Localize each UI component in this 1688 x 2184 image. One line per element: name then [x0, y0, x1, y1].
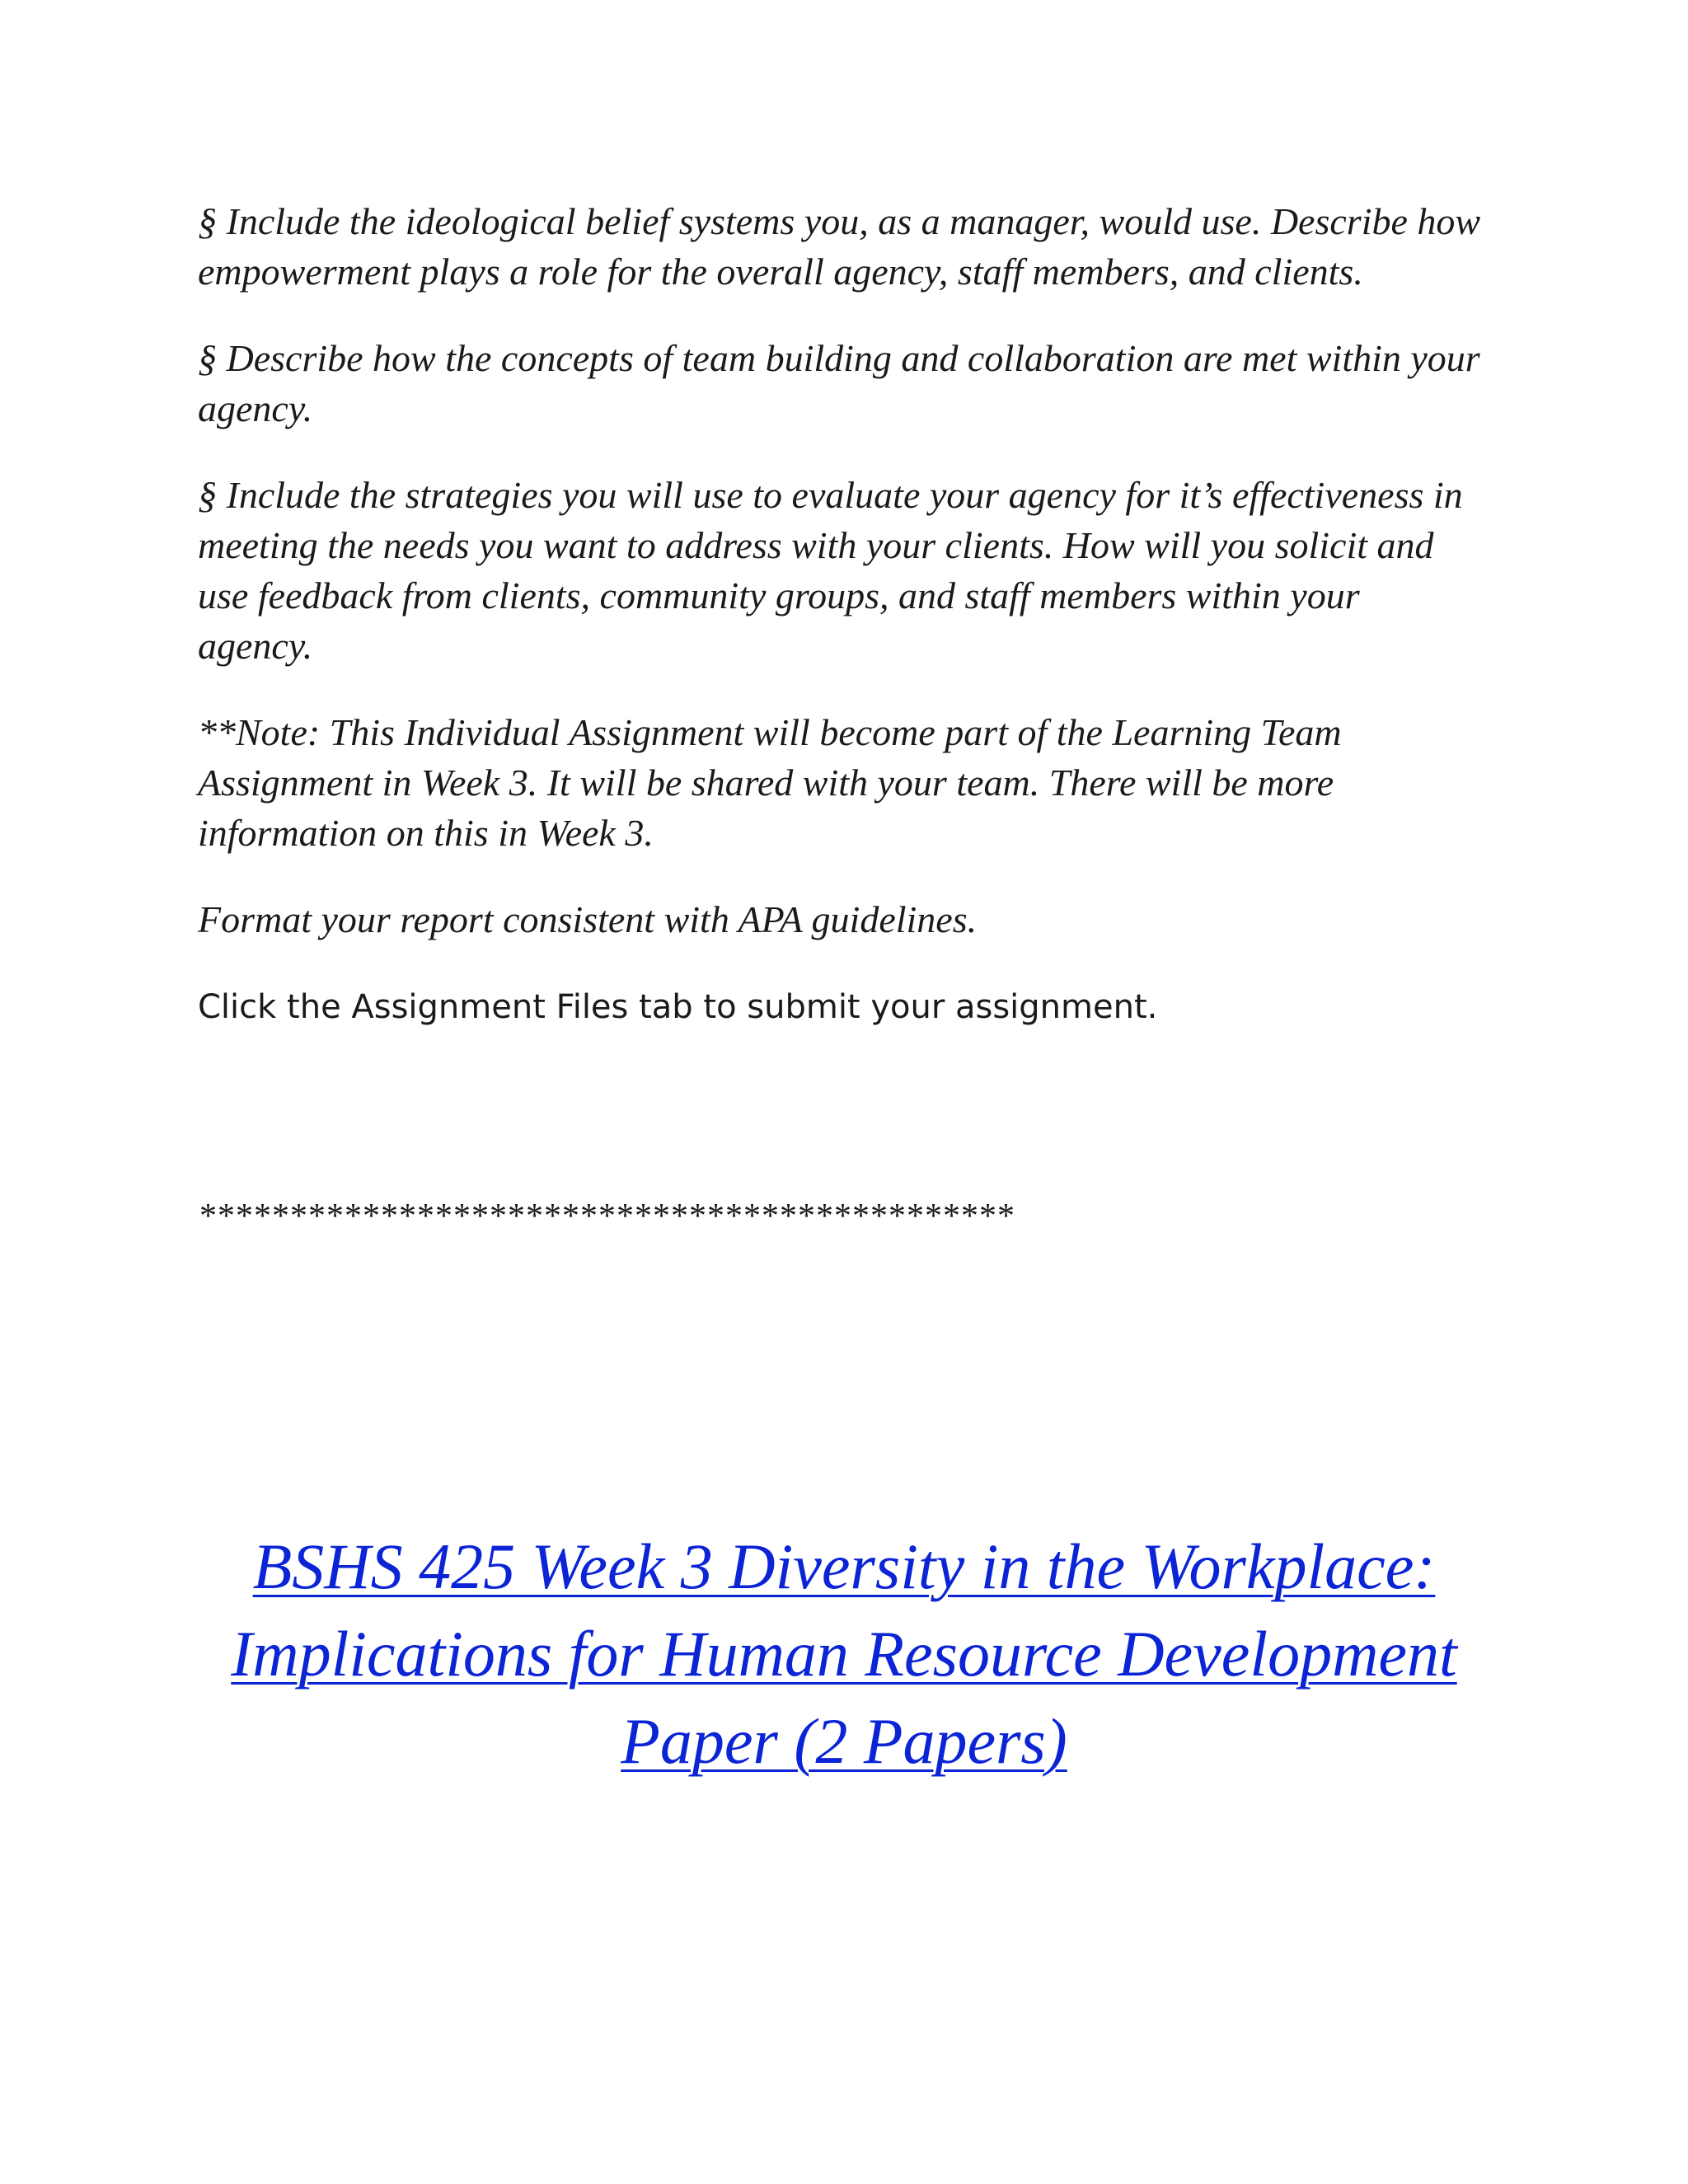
separator-line: *********************************************: [198, 1197, 1014, 1235]
submit-instruction: Click the Assignment Files tab to submit your assignment.: [198, 988, 1158, 1026]
next-assignment-title-link[interactable]: BSHS 425 Week 3 Diversity in the Workplace: Implications for Human Resource Development Paper (2 Papers): [231, 1530, 1457, 1777]
instruction-apa-format: Format your report consistent with APA guidelines.: [198, 898, 978, 940]
instruction-team-building: § Describe how the concepts of team building and collaboration are met within your agency.: [198, 337, 1480, 429]
note-learning-team: **Note: This Individual Assignment will become part of the Learning Team Assignment in Week 3. It will be shared with your team. There will be more information on this in Week 3.: [198, 711, 1342, 854]
instruction-evaluation-strategies: § Include the strategies you will use to evaluate your agency for it’s effectiveness in meeting the needs you want to address with your clients. How will you solicit and use feedback from clients, community groups, and staff members within your agency.: [198, 474, 1463, 667]
instruction-belief-systems: § Include the ideological belief systems you, as a manager, would use. Describe how empowerment plays a role for the overall agency, staff members, and clients.: [198, 200, 1481, 293]
assignment-instructions: [198, 196, 1484, 1032]
